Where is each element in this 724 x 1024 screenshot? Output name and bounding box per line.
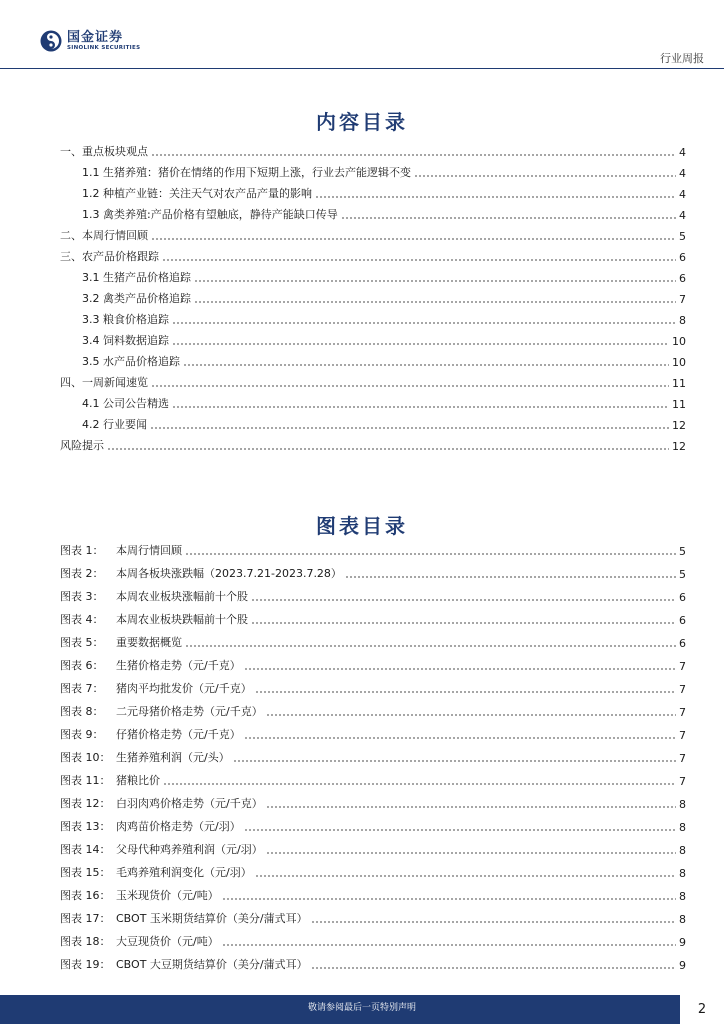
figure-label: 玉米现货价（元/吨） [116,889,219,902]
toc-entry-label: 3.2 禽类产品价格追踪 [82,292,191,305]
figure-number: 图表 16： [60,889,111,902]
dot-leader [255,691,676,693]
toc-entry-label: 1.1 生猪养殖：猪价在情绪的作用下短期上涨，行业去产能逻辑不变 [82,166,411,179]
toc-entry[interactable] [82,162,686,180]
dot-leader [150,427,669,429]
figure-page: 7 [679,706,686,719]
figure-number: 图表 3： [60,590,104,603]
figure-label: 猪粮比价 [116,774,160,787]
toc-entry-page: 10 [672,356,686,369]
figure-number: 图表 15： [60,866,111,879]
figure-number: 图表 5： [60,636,104,649]
figure-page: 8 [679,821,686,834]
toc-entry-page: 6 [679,272,686,285]
figure-label: 本周农业板块跌幅前十个股 [116,613,248,626]
figure-number: 图表 18： [60,935,111,948]
toc-entry-label: 1.2 种植产业链：关注天气对农产品产量的影响 [82,187,312,200]
toc-entry-label: 3.1 生猪产品价格追踪 [82,271,191,284]
toc-entry[interactable] [82,267,686,285]
toc-entry-label: 4.1 公司公告精选 [82,397,169,410]
dot-leader [251,622,676,624]
dot-leader [266,806,676,808]
figure-entry[interactable] [60,540,686,558]
dot-leader [255,875,676,877]
figure-entry[interactable] [60,678,686,696]
toc-entry-page: 8 [679,314,686,327]
page-header [0,0,724,70]
figure-entry[interactable] [60,816,686,834]
dot-leader [244,829,676,831]
figure-page: 8 [679,913,686,926]
figures-title: 图表目录 [316,514,408,538]
toc-entry[interactable] [60,141,686,159]
figure-entry[interactable] [60,586,686,604]
figure-number: 图表 14： [60,843,111,856]
figure-number: 图表 12： [60,797,111,810]
figure-label: 白羽肉鸡价格走势（元/千克） [116,797,263,810]
toc-entry-page: 12 [672,419,686,432]
figure-page: 8 [679,844,686,857]
dot-leader [345,576,676,578]
figure-page: 5 [679,545,686,558]
figure-entry[interactable] [60,770,686,788]
figure-entry[interactable] [60,701,686,719]
toc-entry[interactable] [60,435,686,453]
figure-page: 8 [679,867,686,880]
figure-page: 6 [679,614,686,627]
figure-page: 7 [679,752,686,765]
dot-leader [183,364,669,366]
figure-page: 7 [679,729,686,742]
dot-leader [194,280,676,282]
dot-leader [151,154,676,156]
toc-entry-label: 四、一周新闻速览 [60,376,148,389]
dot-leader [172,343,669,345]
dot-leader [266,852,676,854]
dot-leader [251,599,676,601]
logo-english-name: SINOLINK SECURITIES [67,44,141,51]
toc-entry-page: 4 [679,146,686,159]
figure-entry[interactable] [60,862,686,880]
figure-entry[interactable] [60,793,686,811]
dot-leader [244,737,676,739]
figure-page: 9 [679,936,686,949]
header-divider [0,68,724,69]
dot-leader [233,760,676,762]
document-type: 行业周报 [660,52,704,65]
figure-entry[interactable] [60,839,686,857]
figure-label: 重要数据概览 [116,636,182,649]
figure-entry[interactable] [60,747,686,765]
company-logo [40,30,140,52]
toc-entry[interactable] [60,225,686,243]
toc-entry-label: 3.3 粮食价格追踪 [82,313,169,326]
toc-entry[interactable] [60,372,686,390]
sinolink-logo-icon [40,30,62,52]
figure-label: 本周行情回顾 [116,544,182,557]
dot-leader [244,668,676,670]
figure-number: 图表 4： [60,613,104,626]
figure-page: 6 [679,637,686,650]
dot-leader [107,448,669,450]
figure-page: 6 [679,591,686,604]
toc-entry-page: 11 [672,377,686,390]
figure-label: 本周各板块涨跌幅（2023.7.21-2023.7.28） [116,567,342,580]
figure-number: 图表 19： [60,958,111,971]
figure-entry[interactable] [60,885,686,903]
toc-entry[interactable] [82,351,686,369]
figure-number: 图表 1： [60,544,104,557]
toc-entry-label: 三、农产品价格跟踪 [60,250,159,263]
figure-page: 8 [679,890,686,903]
dot-leader [311,967,676,969]
figure-entry[interactable] [60,724,686,742]
figure-entry[interactable] [60,563,686,581]
toc-entry-label: 1.3 禽类养殖:产品价格有望触底，静待产能缺口传导 [82,208,338,221]
figure-number: 图表 7： [60,682,104,695]
figure-number: 图表 9： [60,728,104,741]
toc-entry[interactable] [82,288,686,306]
figure-entry[interactable] [60,655,686,673]
figure-label: 大豆现货价（元/吨） [116,935,219,948]
dot-leader [414,175,676,177]
dot-leader [222,944,676,946]
figure-number: 图表 11： [60,774,111,787]
toc-entry[interactable] [60,246,686,264]
figure-label: 毛鸡养殖利润变化（元/羽） [116,866,252,879]
toc-entry-page: 5 [679,230,686,243]
figure-page: 8 [679,798,686,811]
figure-page: 7 [679,660,686,673]
dot-leader [315,196,676,198]
dot-leader [185,645,676,647]
toc-entry-page: 7 [679,293,686,306]
toc-entry[interactable] [82,309,686,327]
figure-label: CBOT 大豆期货结算价（美分/蒲式耳） [116,958,308,971]
dot-leader [151,238,676,240]
logo-chinese-name: 国金证券 [67,29,124,45]
figure-entry[interactable] [60,632,686,650]
toc-entry-page: 6 [679,251,686,264]
toc-entry-page: 12 [672,440,686,453]
toc-entry-page: 4 [679,188,686,201]
dot-leader [162,259,676,261]
figure-label: 肉鸡苗价格走势（元/羽） [116,820,241,833]
figure-page: 7 [679,775,686,788]
footer-disclaimer: 敬请参阅最后一页特别声明 [307,1003,416,1013]
figure-entry[interactable] [60,931,686,949]
figure-label: 猪肉平均批发价（元/千克） [116,682,252,695]
figure-number: 图表 2： [60,567,104,580]
toc-title: 内容目录 [316,110,408,134]
figure-number: 图表 10： [60,751,111,764]
page-number: 2 [680,995,724,1024]
dot-leader [151,385,669,387]
figure-page: 7 [679,683,686,696]
figure-label: 父母代种鸡养殖利润（元/羽） [116,843,263,856]
toc-entry[interactable] [82,330,686,348]
toc-entry[interactable] [82,393,686,411]
dot-leader [311,921,676,923]
dot-leader [172,406,669,408]
figure-page: 5 [679,568,686,581]
figure-number: 图表 6： [60,659,104,672]
toc-entry-label: 4.2 行业要闻 [82,418,147,431]
toc-entry-page: 4 [679,167,686,180]
toc-entry[interactable] [82,183,686,201]
figure-label: 二元母猪价格走势（元/千克） [116,705,263,718]
figure-label: 生猪价格走势（元/千克） [116,659,241,672]
dot-leader [194,301,676,303]
dot-leader [163,783,676,785]
figure-entry[interactable] [60,609,686,627]
toc-entry-page: 11 [672,398,686,411]
figure-page: 9 [679,959,686,972]
toc-entry-label: 一、重点板块观点 [60,145,148,158]
figure-label: 本周农业板块涨幅前十个股 [116,590,248,603]
dot-leader [222,898,676,900]
dot-leader [266,714,676,716]
toc-entry-page: 4 [679,209,686,222]
figure-number: 图表 17： [60,912,111,925]
dot-leader [172,322,676,324]
figure-label: CBOT 玉米期货结算价（美分/蒲式耳） [116,912,308,925]
figure-number: 图表 13： [60,820,111,833]
figure-entry[interactable] [60,954,686,972]
figure-entry[interactable] [60,908,686,926]
toc-entry[interactable] [82,204,686,222]
toc-entry-page: 10 [672,335,686,348]
toc-entry-label: 二、本周行情回顾 [60,229,148,242]
toc-entry-label: 3.4 饲料数据追踪 [82,334,169,347]
figure-number: 图表 8： [60,705,104,718]
toc-entry-label: 风险提示 [60,439,104,452]
dot-leader [341,217,676,219]
figure-label: 仔猪价格走势（元/千克） [116,728,241,741]
toc-entry[interactable] [82,414,686,432]
dot-leader [185,553,676,555]
toc-entry-label: 3.5 水产品价格追踪 [82,355,180,368]
figure-label: 生猪养殖利润（元/头） [116,751,230,764]
